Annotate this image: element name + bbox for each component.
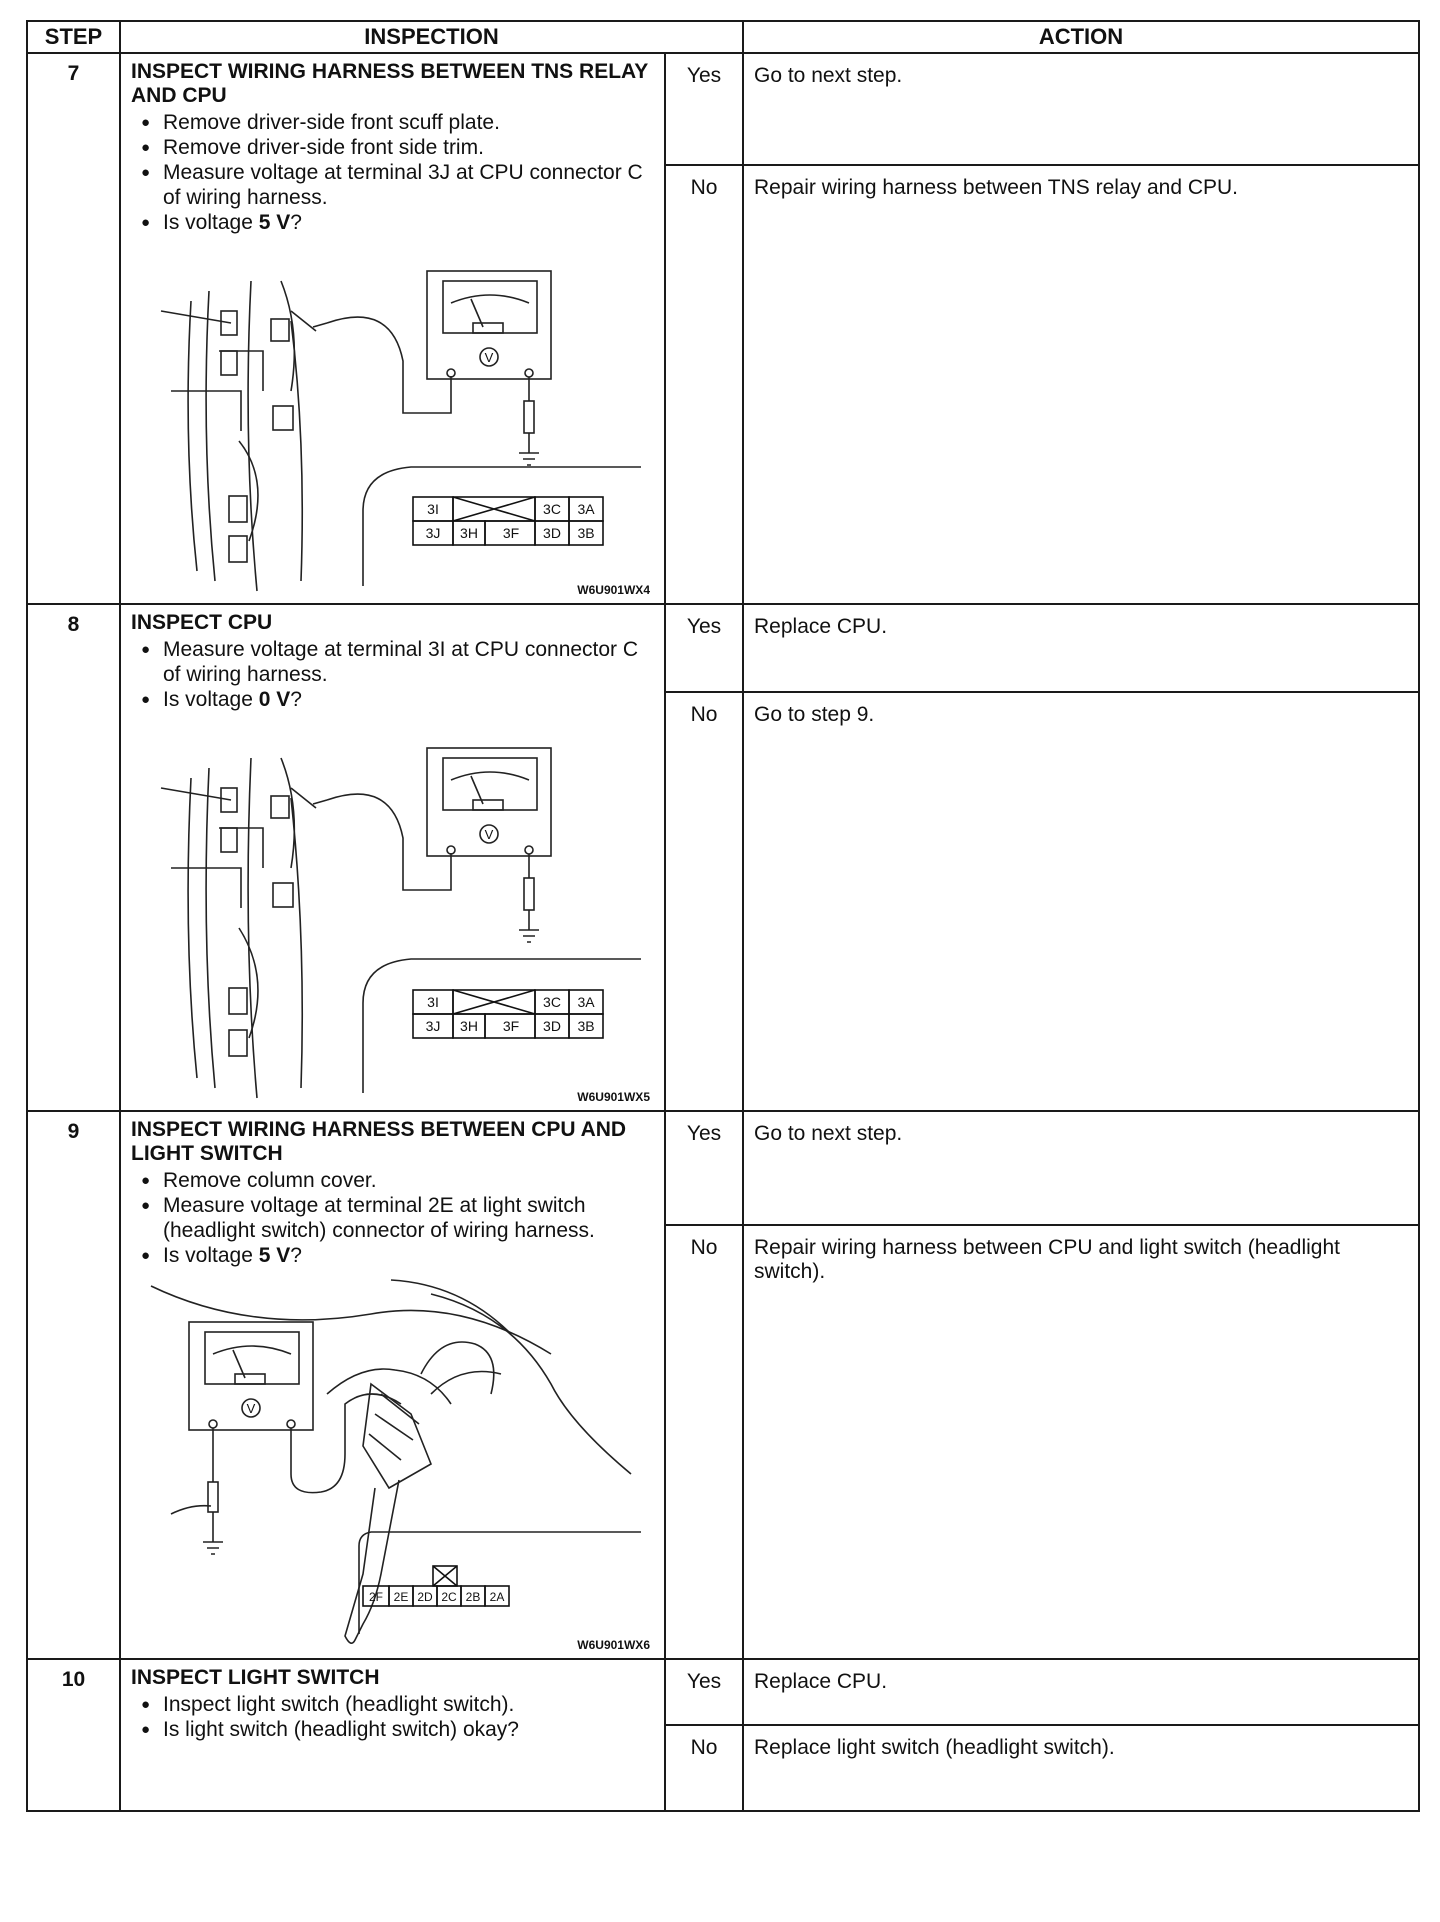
inspection-bullets (131, 1692, 656, 1742)
cpu-connector-illustration (131, 241, 651, 599)
pin-label: 3J (425, 1018, 441, 1034)
header-step: STEP (27, 21, 120, 53)
light-switch-connector (247, 1401, 509, 1606)
pin-label: 3F (502, 525, 520, 541)
table-header-row (27, 21, 1419, 53)
figure-code: W6U901WX4 (577, 583, 650, 597)
yes-action: Replace CPU. (743, 1659, 1419, 1725)
no-action: Replace light switch (headlight switch). (743, 1725, 1419, 1811)
pin-label: 2B (465, 1590, 481, 1604)
inspection-bullets (131, 637, 656, 712)
pin-label: 3C (543, 501, 561, 517)
inspection-cell (120, 1659, 665, 1811)
pin-label: 2F (368, 1590, 384, 1604)
pin-label: 3D (543, 525, 561, 541)
inspection-title: INSPECT WIRING HARNESS BETWEEN TNS RELAY AND CPU (131, 60, 648, 107)
voltmeter-symbol: V (484, 827, 494, 842)
bullet-item: ● Remove driver-side front scuff plate. (131, 110, 656, 135)
no-label: No (665, 1225, 743, 1659)
pin-label: 3H (460, 525, 478, 541)
header-action: ACTION (743, 21, 1419, 53)
bullet-item: ● Is light switch (headlight switch) okay? (131, 1717, 656, 1742)
no-action: Repair wiring harness between TNS relay and CPU. (743, 165, 1419, 604)
pin-label: 2E (393, 1590, 409, 1604)
pin-label: 3I (427, 501, 439, 517)
voltmeter-switch-diagram (131, 1274, 656, 1654)
bullet-question: ● Is voltage 0 V? (131, 687, 656, 712)
no-label: No (665, 165, 743, 604)
yes-label: Yes (665, 1659, 743, 1725)
cpu-connector-illustration (131, 718, 651, 1106)
figure-code: W6U901WX5 (577, 1090, 650, 1104)
pin-label: 3A (577, 994, 595, 1010)
voltmeter-symbol: V (246, 1401, 256, 1416)
light-switch-illustration (131, 1274, 651, 1654)
no-action: Go to step 9. (743, 692, 1419, 1111)
bullet-question: ● Is voltage 5 V? (131, 1243, 656, 1268)
inspection-bullets (131, 1168, 656, 1268)
step-number: 10 (27, 1659, 120, 1811)
figure-code: W6U901WX6 (577, 1638, 650, 1652)
pin-label: 3J (425, 525, 441, 541)
no-label: No (665, 1725, 743, 1811)
header-inspection: INSPECTION (120, 21, 743, 53)
pin-label: 3A (577, 501, 595, 517)
pin-label: 3I (427, 994, 439, 1010)
yes-label: Yes (665, 53, 743, 165)
bullet-question: ● Is voltage 5 V? (131, 210, 656, 235)
yes-action: Go to next step. (743, 1111, 1419, 1225)
inspection-cell (120, 604, 665, 1111)
pin-label: 2D (417, 1590, 433, 1604)
inspection-title: INSPECT WIRING HARNESS BETWEEN CPU AND LIGHT SWITCH (131, 1118, 627, 1165)
inspection-cell (120, 1111, 665, 1659)
cpu-connector-c (413, 827, 603, 1038)
bullet-item: ● Measure voltage at terminal 3J at CPU connector C of wiring harness. (131, 160, 656, 210)
bullet-item: ● Measure voltage at terminal 2E at light switch (headlight switch) connector of wiring harness. (131, 1193, 656, 1243)
yes-action: Replace CPU. (743, 604, 1419, 692)
voltmeter-cpu-diagram (131, 718, 656, 1106)
pin-label: 3D (543, 1018, 561, 1034)
step-number: 9 (27, 1111, 120, 1659)
voltmeter-symbol: V (484, 350, 494, 365)
pin-label: 3B (577, 525, 595, 541)
bullet-item: ● Inspect light switch (headlight switch). (131, 1692, 656, 1717)
inspection-cell (120, 53, 665, 604)
inspection-title: INSPECT CPU (131, 611, 273, 634)
bullet-item: ● Remove column cover. (131, 1168, 656, 1193)
pin-label: 3C (543, 994, 561, 1010)
pin-label: 3H (460, 1018, 478, 1034)
bullet-item: ● Remove driver-side front side trim. (131, 135, 656, 160)
pin-label: 3B (577, 1018, 595, 1034)
bullet-item: ● Measure voltage at terminal 3I at CPU connector C of wiring harness. (131, 637, 656, 687)
pin-label: 3F (502, 1018, 520, 1034)
no-label: No (665, 692, 743, 1111)
step-number: 7 (27, 53, 120, 604)
table-row (27, 53, 1419, 165)
pin-label: 2A (489, 1590, 505, 1604)
step-number: 8 (27, 604, 120, 1111)
no-action: Repair wiring harness between CPU and light switch (headlight switch). (743, 1225, 1419, 1659)
inspection-table (26, 20, 1420, 1812)
voltmeter-cpu-diagram (131, 241, 656, 599)
yes-label: Yes (665, 604, 743, 692)
inspection-bullets (131, 110, 656, 235)
pin-label: 2C (441, 1590, 457, 1604)
table-row (27, 1659, 1419, 1725)
yes-label: Yes (665, 1111, 743, 1225)
inspection-title: INSPECT LIGHT SWITCH (131, 1666, 380, 1689)
yes-action: Go to next step. (743, 53, 1419, 165)
table-row (27, 1111, 1419, 1225)
table-row (27, 604, 1419, 692)
